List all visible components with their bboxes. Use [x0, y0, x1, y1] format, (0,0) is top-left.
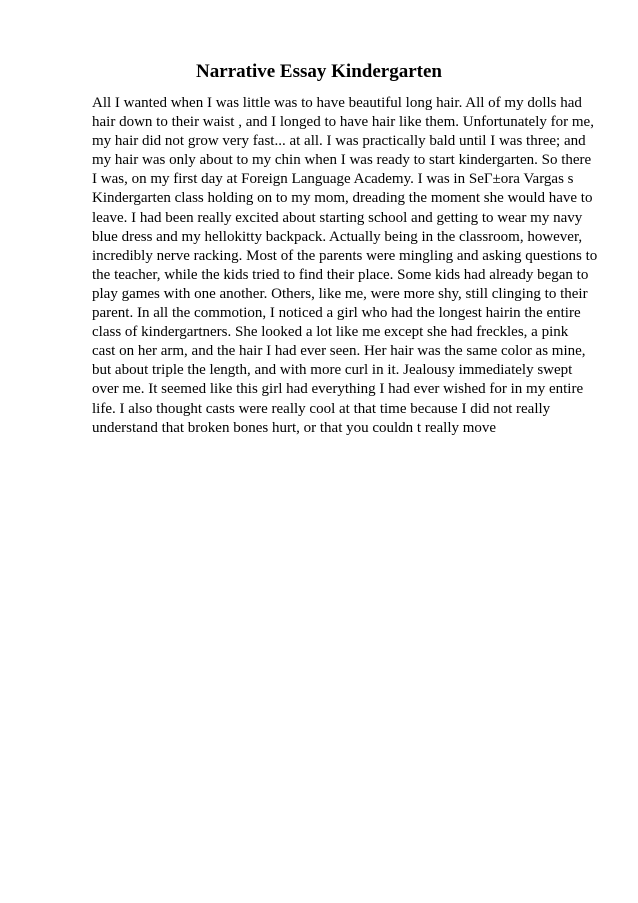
essay-line: understand that broken bones hurt, or that you couldn t really move	[92, 419, 497, 436]
page-title: Narrative Essay Kindergarten	[196, 61, 442, 82]
essay-line: parent. In all the commotion, I noticed a girl who had the longest hairin the entire	[92, 305, 581, 322]
essay-line: hair down to their waist , and I longed to have hair like them. Unfortunately for me,	[92, 114, 594, 131]
essay-line: my hair was only about to my chin when I was ready to start kindergarten. So there	[92, 152, 592, 169]
essay-body	[92, 94, 598, 438]
essay-line: the teacher, while the kids tried to find their place. Some kids had already began to	[92, 266, 589, 283]
essay-line: blue dress and my hellokitty backpack. Actually being in the classroom, however,	[92, 228, 583, 245]
essay-line: Kindergarten class holding on to my mom, dreading the moment she would have to	[92, 190, 593, 207]
essay-line: cast on her arm, and the hair I had ever seen. Her hair was the same color as mine,	[92, 343, 586, 360]
essay-line: class of kindergartners. She looked a lot like me except she had freckles, a pink	[92, 324, 569, 341]
essay-line: my hair did not grow very fast... at all. I was practically bald until I was three; and	[92, 133, 586, 150]
essay-line: life. I also thought casts were really cool at that time because I did not really	[92, 400, 551, 417]
essay-line: but about triple the length, and with more curl in it. Jealousy immediately swept	[92, 362, 573, 379]
essay-line: I was, on my first day at Foreign Language Academy. I was in SeΓ±ora Vargas s	[92, 171, 574, 188]
essay-line: play games with one another. Others, like me, were more shy, still clinging to their	[92, 285, 588, 302]
essay-line: leave. I had been really excited about starting school and getting to wear my navy	[92, 209, 583, 226]
essay-line: over me. It seemed like this girl had everything I had ever wished for in my entire	[92, 381, 584, 398]
essay-line: All I wanted when I was little was to have beautiful long hair. All of my dolls had	[92, 95, 582, 111]
essay-line: incredibly nerve racking. Most of the parents were mingling and asking questions to	[92, 247, 598, 264]
